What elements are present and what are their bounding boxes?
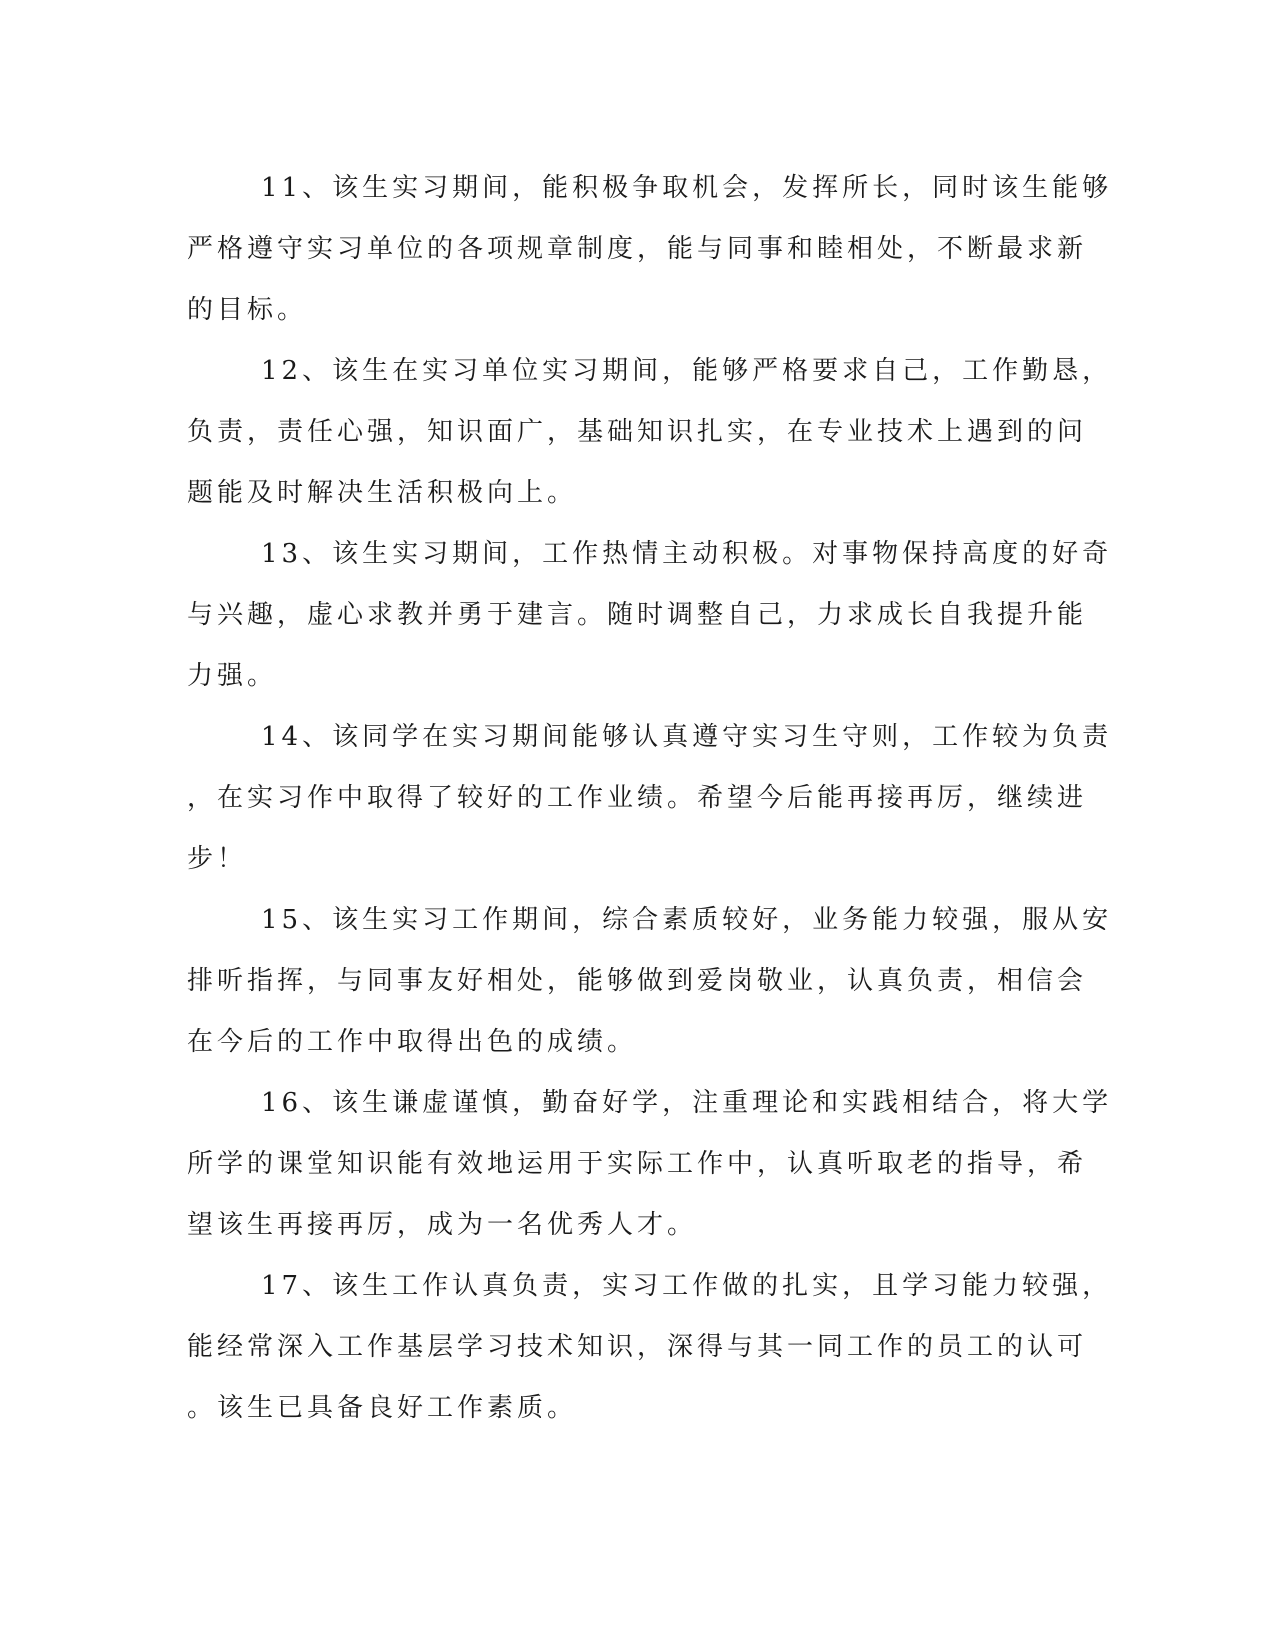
paragraph-line: 。该生已具备良好工作素质。 — [187, 1393, 578, 1423]
paragraph-15 — [187, 890, 1113, 1073]
paragraph-line: 所学的课堂知识能有效地运用于实际工作中，认真听取老的指导，希 — [187, 1149, 1088, 1179]
paragraph-line: 16、该生谦虚谨慎，勤奋好学，注重理论和实践相结合，将大学 — [261, 1088, 1113, 1118]
paragraph-line: ，在实习作中取得了较好的工作业绩。希望今后能再接再厉，继续进 — [187, 783, 1088, 813]
document-body — [187, 158, 1113, 1439]
paragraph-line: 步！ — [187, 844, 248, 874]
paragraph-line: 力强。 — [187, 661, 278, 691]
paragraph-line: 12、该生在实习单位实习期间，能够严格要求自己，工作勤恳， — [261, 356, 1113, 386]
paragraph-12 — [187, 341, 1113, 524]
paragraph-17 — [187, 1256, 1113, 1439]
paragraph-line: 望该生再接再厉，成为一名优秀人才。 — [187, 1210, 698, 1240]
paragraph-line: 15、该生实习工作期间，综合素质较好，业务能力较强，服从安 — [261, 905, 1113, 935]
paragraph-14 — [187, 707, 1113, 890]
paragraph-line: 的目标。 — [187, 295, 308, 325]
paragraph-line: 11、该生实习期间，能积极争取机会，发挥所长，同时该生能够 — [261, 173, 1113, 203]
paragraph-line: 14、该同学在实习期间能够认真遵守实习生守则，工作较为负责 — [261, 722, 1113, 752]
paragraph-line: 严格遵守实习单位的各项规章制度，能与同事和睦相处，不断最求新 — [187, 234, 1088, 264]
paragraph-13 — [187, 524, 1113, 707]
paragraph-16 — [187, 1073, 1113, 1256]
paragraph-11 — [187, 158, 1113, 341]
paragraph-line: 能经常深入工作基层学习技术知识，深得与其一同工作的员工的认可 — [187, 1332, 1088, 1362]
paragraph-line: 负责，责任心强，知识面广，基础知识扎实，在专业技术上遇到的问 — [187, 417, 1088, 447]
paragraph-line: 13、该生实习期间，工作热情主动积极。对事物保持高度的好奇 — [261, 539, 1113, 569]
paragraph-line: 17、该生工作认真负责，实习工作做的扎实，且学习能力较强， — [261, 1271, 1113, 1301]
paragraph-line: 题能及时解决生活积极向上。 — [187, 478, 578, 508]
paragraph-line: 排听指挥，与同事友好相处，能够做到爱岗敬业，认真负责，相信会 — [187, 966, 1088, 996]
paragraph-line: 在今后的工作中取得出色的成绩。 — [187, 1027, 638, 1057]
paragraph-line: 与兴趣，虚心求教并勇于建言。随时调整自己，力求成长自我提升能 — [187, 600, 1088, 630]
